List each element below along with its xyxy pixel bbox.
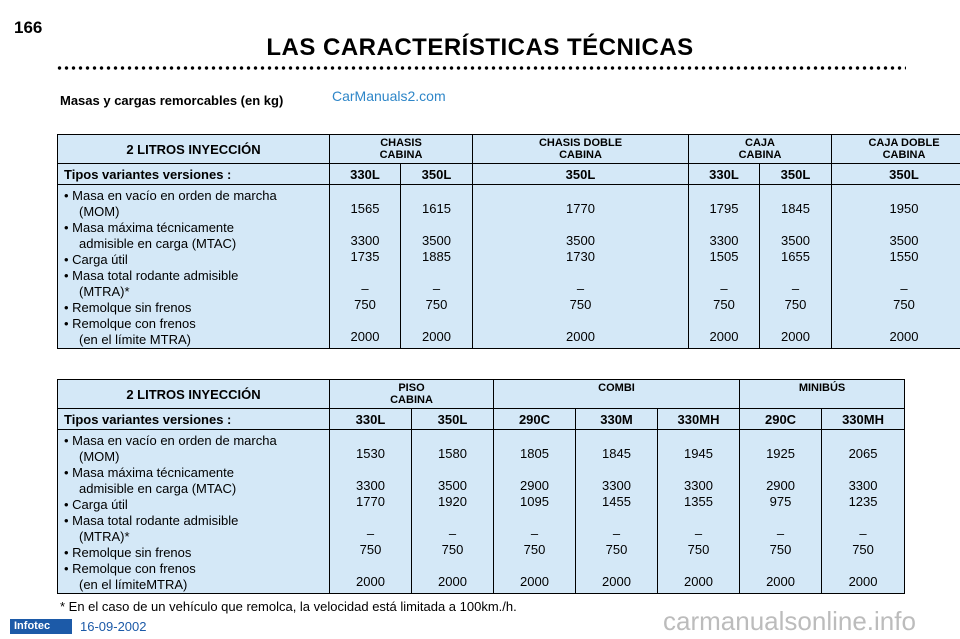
version-label: 350L (832, 164, 960, 185)
row-label: • Remolque con frenos (64, 316, 196, 331)
value-cell: 750 (893, 297, 915, 312)
group-title: 2 LITROS INYECCIÓN (58, 380, 330, 409)
value-cell: – (366, 526, 375, 541)
value-cell: 750 (359, 542, 382, 557)
watermark-top: CarManuals2.com (332, 88, 446, 104)
versions-row-header: Tipos variantes versiones : (58, 164, 330, 185)
value-cell: 1550 (889, 249, 919, 264)
page-number: 166 (14, 18, 43, 37)
value-cell: 3300 (709, 233, 739, 248)
row-label: • Masa en vacío en orden de marcha (64, 188, 277, 203)
value-cell: 750 (713, 297, 735, 312)
value-cell: 2065 (848, 446, 878, 461)
row-label: • Remolque con frenos (64, 561, 196, 576)
value-column (740, 430, 822, 594)
value-cell: 2000 (422, 329, 451, 344)
value-cell: 2000 (709, 329, 739, 344)
value-cell: 3500 (889, 233, 919, 248)
row-label: (MTRA)* (79, 284, 130, 299)
value-column (473, 185, 689, 349)
value-column (330, 185, 401, 349)
value-cell: 2000 (566, 329, 595, 344)
value-column (412, 430, 494, 594)
value-column (576, 430, 658, 594)
value-cell: 1885 (422, 249, 451, 264)
value-column (760, 185, 832, 349)
value-cell: 1950 (889, 201, 919, 216)
value-cell: 3300 (350, 233, 380, 248)
spec-table-chassis (57, 134, 960, 349)
value-cell: 1845 (781, 201, 810, 216)
value-cell: 975 (769, 494, 792, 509)
row-label: (MOM) (79, 449, 120, 464)
value-cell: 1615 (422, 201, 451, 216)
spec-table-combi (57, 379, 905, 594)
value-column (689, 185, 760, 349)
version-label: 330M (576, 409, 658, 430)
column-group-header: CAJA CABINA (689, 135, 832, 164)
version-label: 350L (401, 164, 473, 185)
version-label: 330L (330, 409, 412, 430)
value-cell: 3500 (566, 233, 595, 248)
value-cell: 750 (569, 297, 592, 312)
value-column (401, 185, 473, 349)
value-cell: 1795 (709, 201, 739, 216)
value-cell: – (530, 526, 539, 541)
value-cell: 1580 (438, 446, 467, 461)
column-group-header: PISO CABINA (330, 380, 494, 409)
row-descriptions (58, 430, 330, 594)
page-title: LAS CARACTERÍSTICAS TÉCNICAS (266, 34, 694, 61)
value-cell: 750 (852, 542, 874, 557)
value-cell: 2000 (684, 574, 713, 589)
value-cell: 750 (441, 542, 464, 557)
value-cell: 2000 (848, 574, 878, 589)
value-cell: 1730 (566, 249, 595, 264)
value-cell: – (776, 526, 785, 541)
value-cell: 3300 (848, 478, 878, 493)
row-label: • Masa máxima técnicamente (64, 465, 235, 480)
value-cell: – (791, 281, 800, 296)
value-cell: 2900 (766, 478, 795, 493)
row-label: • Carga útil (64, 497, 128, 512)
row-label: (en el límite MTRA) (79, 332, 191, 347)
row-label: admisible en carga (MTAC) (79, 481, 237, 496)
version-label: 330L (330, 164, 401, 185)
value-cell: – (576, 281, 585, 296)
column-group-header: CAJA DOBLE CABINA (832, 135, 960, 164)
value-cell: – (900, 281, 908, 296)
value-column (330, 430, 412, 594)
column-group-header: COMBI (494, 380, 740, 409)
column-group-header: CHASIS DOBLE CABINA (473, 135, 689, 164)
value-cell: 1925 (766, 446, 795, 461)
value-cell: 3500 (781, 233, 810, 248)
row-label: (MTRA)* (79, 529, 130, 544)
dotted-divider (56, 66, 906, 70)
value-cell: – (448, 526, 457, 541)
value-cell: 1735 (350, 249, 380, 264)
value-column (832, 185, 960, 349)
value-cell: 2000 (889, 329, 919, 344)
value-column (822, 430, 905, 594)
version-label: 330MH (822, 409, 905, 430)
versions-row-header: Tipos variantes versiones : (58, 409, 330, 430)
section-heading: Masas y cargas remorcables (en kg) (60, 93, 284, 108)
value-cell: 1845 (602, 446, 631, 461)
row-label: • Masa en vacío en orden de marcha (64, 433, 277, 448)
value-cell: 750 (425, 297, 448, 312)
value-cell: 1530 (356, 446, 385, 461)
row-label: admisible en carga (MTAC) (79, 236, 237, 251)
value-cell: 2900 (520, 478, 549, 493)
value-cell: 2000 (356, 574, 385, 589)
value-cell: 3300 (602, 478, 631, 493)
value-cell: – (720, 281, 728, 296)
row-label: • Masa total rodante admisible (64, 268, 239, 283)
value-cell: 3300 (356, 478, 385, 493)
version-label: 330L (689, 164, 760, 185)
value-cell: 1455 (602, 494, 631, 509)
row-label: (en el límiteMTRA) (79, 577, 188, 592)
column-group-header: CHASIS CABINA (330, 135, 473, 164)
value-cell: 750 (769, 542, 792, 557)
version-label: 350L (760, 164, 832, 185)
value-cell: 750 (784, 297, 807, 312)
value-cell: 1770 (566, 201, 595, 216)
value-cell: 2000 (350, 329, 380, 344)
value-cell: 3300 (684, 478, 713, 493)
value-cell: 2000 (520, 574, 549, 589)
value-cell: 1805 (520, 446, 549, 461)
row-label: • Remolque sin frenos (64, 300, 192, 315)
value-cell: 750 (523, 542, 546, 557)
value-cell: 750 (687, 542, 710, 557)
footer-date: 16-09-2002 (80, 619, 147, 634)
value-cell: 1945 (684, 446, 713, 461)
value-cell: 3500 (438, 478, 467, 493)
value-cell: 1920 (438, 494, 467, 509)
value-cell: – (694, 526, 703, 541)
value-cell: 1505 (709, 249, 739, 264)
version-label: 330MH (658, 409, 740, 430)
value-cell: – (432, 281, 441, 296)
version-label: 350L (473, 164, 689, 185)
value-cell: 2000 (781, 329, 810, 344)
row-label: • Masa máxima técnicamente (64, 220, 235, 235)
footer-brand: Infotec (10, 619, 72, 634)
value-cell: 3500 (422, 233, 451, 248)
value-column (494, 430, 576, 594)
row-label: • Carga útil (64, 252, 128, 267)
version-label: 290C (494, 409, 576, 430)
footnote: * En el caso de un vehículo que remolca, la velocidad está limitada a 100km./h. (60, 599, 517, 614)
column-group-header: MINIBÚS (740, 380, 905, 409)
value-cell: 1355 (684, 494, 713, 509)
version-label: 350L (412, 409, 494, 430)
value-cell: 1565 (350, 201, 380, 216)
value-cell: 1655 (781, 249, 810, 264)
row-label: • Remolque sin frenos (64, 545, 192, 560)
value-cell: 1235 (848, 494, 878, 509)
value-cell: 2000 (602, 574, 631, 589)
group-title: 2 LITROS INYECCIÓN (58, 135, 330, 164)
watermark-bottom: carmanualsonline.info (663, 606, 916, 636)
value-cell: 750 (354, 297, 376, 312)
value-column (658, 430, 740, 594)
value-cell: – (859, 526, 867, 541)
version-label: 290C (740, 409, 822, 430)
value-cell: 1770 (356, 494, 385, 509)
row-label: • Masa total rodante admisible (64, 513, 239, 528)
row-descriptions (58, 185, 330, 349)
value-cell: 750 (605, 542, 628, 557)
value-cell: – (612, 526, 621, 541)
value-cell: – (361, 281, 369, 296)
row-label: (MOM) (79, 204, 120, 219)
value-cell: 2000 (438, 574, 467, 589)
value-cell: 1095 (520, 494, 549, 509)
value-cell: 2000 (766, 574, 795, 589)
